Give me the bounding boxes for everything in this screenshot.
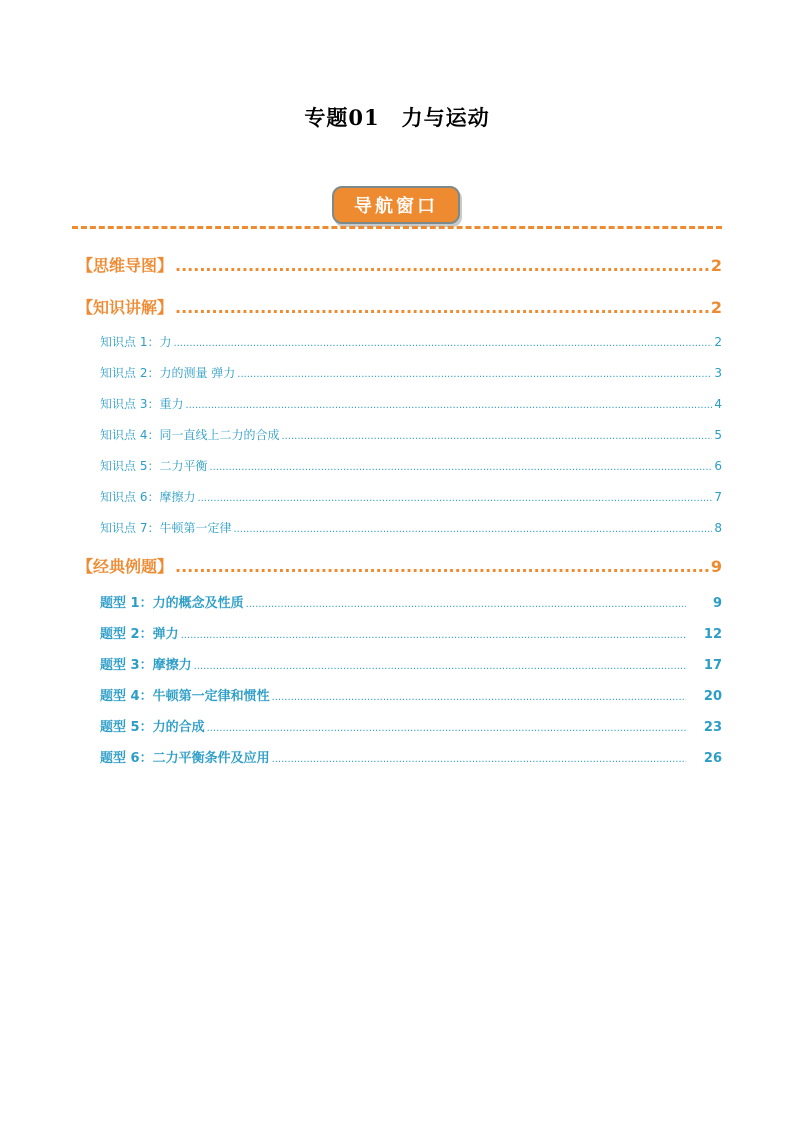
toc-example-item-4[interactable] [100,685,722,704]
toc-example-item-5[interactable] [100,716,722,735]
toc-page: 12 [703,627,722,642]
toc-label: 题型 2：弹力 [100,627,179,642]
nav-window-badge: 导航窗口 [332,186,460,224]
toc-page: 3 [714,366,722,380]
toc-label: 【知识讲解】 [77,298,174,317]
toc-mind-map[interactable] [77,253,722,276]
toc-knowledge-item-5[interactable] [100,457,722,474]
toc-page: 17 [703,658,722,673]
toc-leader [194,661,686,672]
toc-label: 知识点 1：力 [100,335,172,349]
toc-example-item-2[interactable] [100,623,722,642]
toc-example-item-3[interactable] [100,654,722,673]
toc-knowledge-item-7[interactable] [100,519,722,536]
toc-knowledge-item-1[interactable] [100,333,722,350]
toc-label: 题型 4：牛顿第一定律和惯性 [100,689,270,704]
toc-leader [173,338,712,349]
toc-label: 题型 5：力的合成 [100,720,205,735]
toc-leader [246,599,686,610]
toc-label: 知识点 7：牛顿第一定律 [100,521,232,535]
toc-examples[interactable] [77,554,722,577]
toc-label: 题型 3：摩擦力 [100,658,192,673]
toc-leader [181,630,686,641]
page-title: 专题01 力与运动 [304,105,490,130]
toc-example-item-6[interactable] [100,747,722,766]
toc-page: 6 [714,459,722,473]
nav-divider [72,226,722,229]
toc-label: 知识点 3：重力 [100,397,184,411]
toc-page: 23 [703,720,722,735]
toc-label: 【思维导图】 [77,256,174,275]
toc-label: 知识点 4：同一直线上二力的合成 [100,428,280,442]
toc-leader [272,692,686,703]
toc-leader [237,369,712,380]
toc-page: 7 [714,490,722,504]
toc-leader [207,723,686,734]
toc-page: 26 [703,751,722,766]
toc-label: 知识点 6：摩擦力 [100,490,196,504]
toc-page: 4 [714,397,722,411]
toc-page: 9 [712,596,722,611]
toc-leader [209,462,712,473]
toc-knowledge-item-2[interactable] [100,364,722,381]
toc-page: 5 [714,428,722,442]
toc-leader [197,493,712,504]
toc-leader [175,256,709,275]
toc-label: 【经典例题】 [77,557,174,576]
toc-page: 8 [714,521,722,535]
toc-page: 2 [710,256,722,275]
toc-label: 知识点 2：力的测量 弹力 [100,366,236,380]
toc-leader [281,431,712,442]
toc-knowledge-item-4[interactable] [100,426,722,443]
toc-page: 2 [710,298,722,317]
toc-page: 2 [714,335,722,349]
toc-page: 9 [710,557,722,576]
toc-label: 知识点 5：二力平衡 [100,459,208,473]
toc-leader [233,524,712,535]
toc-label: 题型 6：二力平衡条件及应用 [100,751,270,766]
toc-knowledge[interactable] [77,295,722,318]
toc-leader [185,400,712,411]
toc-page: 20 [703,689,722,704]
toc-knowledge-item-6[interactable] [100,488,722,505]
toc-leader [175,557,709,576]
toc-knowledge-item-3[interactable] [100,395,722,412]
toc-leader [175,298,709,317]
toc-example-item-1[interactable] [100,592,722,611]
toc-label: 题型 1：力的概念及性质 [100,596,244,611]
toc-leader [272,754,686,765]
